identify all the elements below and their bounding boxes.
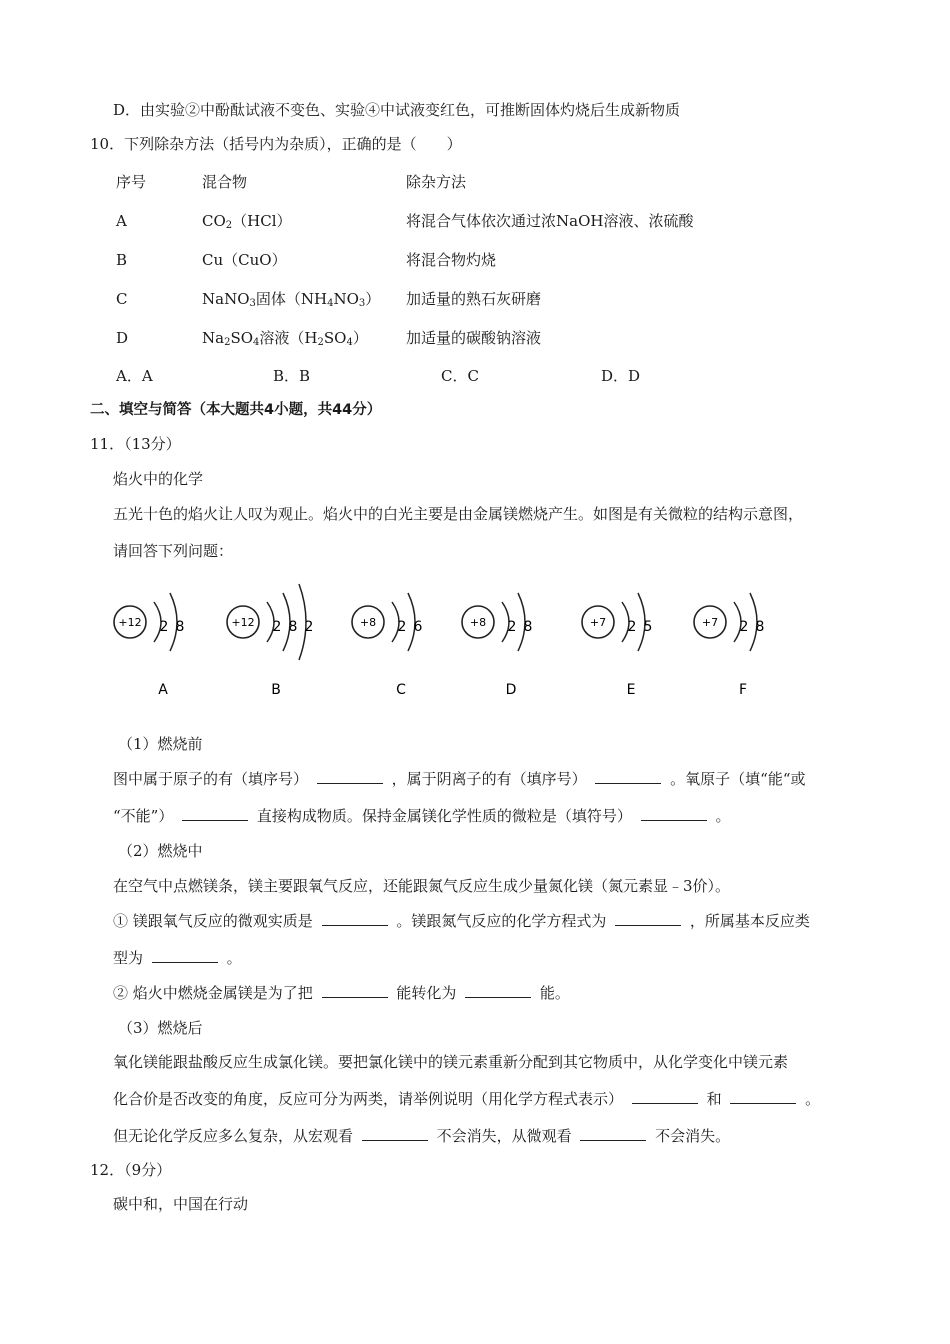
q11-part3-title: （3）燃烧后 (118, 1019, 203, 1037)
nucleus-charge: +8 (469, 616, 487, 629)
atom-label: C (396, 682, 406, 698)
atom-diagram (582, 593, 652, 698)
q11-part2-line (113, 983, 570, 1003)
table-row-mixture: Cu（CuO） (202, 251, 287, 269)
atom-structure-diagrams (100, 570, 800, 710)
table-header-mixture: 混合物 (202, 173, 248, 191)
text: “不能”） (113, 807, 174, 825)
electron-count: 5 (643, 619, 653, 635)
atom-label: F (738, 682, 748, 698)
text: ① 镁跟氧气反应的微观实质是 (113, 912, 313, 930)
table-header-index: 序号 (116, 173, 147, 191)
atom-label: E (626, 682, 636, 698)
text: 。 (226, 949, 242, 967)
answer-blank[interactable] (632, 1089, 698, 1104)
nucleus-charge: +8 (359, 616, 377, 629)
answer-blank[interactable] (362, 1126, 428, 1141)
atom-diagram (114, 593, 184, 698)
atom-diagram (462, 593, 532, 698)
answer-blank[interactable] (182, 806, 248, 821)
q11-part1-title: （1）燃烧前 (118, 735, 203, 753)
table-header-method: 除杂方法 (406, 173, 467, 191)
q11-title: 焰火中的化学 (113, 470, 204, 488)
text: 型为 (113, 949, 144, 967)
table-row-method: 将混合气体依次通过浓NaOH溶液、浓硫酸 (406, 212, 694, 230)
text: 不会消失，从微观看 (436, 1127, 572, 1145)
atom-label: A (158, 682, 168, 698)
answer-blank[interactable] (322, 983, 388, 998)
text: ，所属基本反应类 (689, 912, 810, 930)
q11-part3-line (113, 1126, 730, 1146)
q10-option-c: C．C (441, 367, 479, 385)
text: 能转化为 (396, 984, 457, 1002)
table-row-id: D (116, 329, 129, 347)
table-row-id: B (116, 251, 128, 269)
q10-option-a: A．A (116, 367, 153, 385)
electron-count: 2 (304, 619, 314, 635)
nucleus-charge: +12 (118, 616, 142, 629)
table-row-id: A (116, 212, 127, 230)
text: 但无论化学反应多么复杂，从宏观看 (113, 1127, 354, 1145)
answer-blank[interactable] (465, 983, 531, 998)
q9-option-d: D．由实验②中酚酞试液不变色、实验④中试液变红色，可推断固体灼烧后生成新物质 (113, 101, 681, 119)
text: 直接构成物质。保持金属镁化学性质的微粒是（填符号） (256, 807, 632, 825)
q11-part2-title: （2）燃烧中 (118, 842, 203, 860)
atom-diagram (352, 593, 423, 698)
q11-part1-line (113, 806, 731, 826)
text: 不会消失。 (655, 1127, 731, 1145)
nucleus-charge: +7 (589, 616, 607, 629)
section-title: 二、填空与简答（本大题共4小题，共44分） (90, 402, 382, 418)
text: 和 (706, 1090, 722, 1108)
text: ② 焰火中燃烧金属镁是为了把 (113, 984, 313, 1002)
answer-blank[interactable] (317, 769, 383, 784)
table-row-mixture: $Na_2SO_4$溶液$(H_2SO_4)$ (202, 329, 368, 348)
table-row-method: 加适量的熟石灰研磨 (406, 290, 542, 308)
text: 。 (805, 1090, 821, 1108)
q12-header: 12．（9分） (90, 1161, 172, 1179)
electron-count: 2 (507, 619, 517, 635)
answer-blank[interactable] (580, 1126, 646, 1141)
text: 。镁跟氮气反应的化学方程式为 (396, 912, 607, 930)
text: 能。 (539, 984, 570, 1002)
q11-part2-line: 在空气中点燃镁条，镁主要跟氧气反应，还能跟氮气反应生成少量氮化镁（氮元素显﹣3价）。 (113, 877, 731, 895)
atom-diagram (227, 584, 313, 698)
q11-part3-line (113, 1089, 820, 1109)
table-row-mixture: NaNO$_3$固体$(NH_4NO_3)$ (202, 290, 381, 309)
nucleus-charge: +12 (231, 616, 255, 629)
electron-count: 8 (288, 619, 298, 635)
q12-title: 碳中和，中国在行动 (113, 1195, 249, 1213)
text: 图中属于原子的有（填序号） (113, 770, 309, 788)
answer-blank[interactable] (322, 911, 388, 926)
nucleus-charge: +7 (701, 616, 719, 629)
q11-part1-line (113, 769, 806, 789)
atom-diagram (694, 593, 764, 698)
atom-label: D (505, 682, 517, 698)
text: 化合价是否改变的角度，反应可分为两类，请举例说明（用化学方程式表示） (113, 1090, 624, 1108)
q10-stem: 10．下列除杂方法（括号内为杂质），正确的是（ ） (90, 135, 462, 153)
electron-count: 8 (175, 619, 185, 635)
table-row-mixture: $CO_2(HCl)$ (202, 212, 292, 231)
electron-count: 6 (413, 619, 423, 635)
q11-part2-line (113, 911, 810, 931)
q11-part3-line: 氧化镁能跟盐酸反应生成氯化镁。要把氯化镁中的镁元素重新分配到其它物质中，从化学变化中镁元素 (113, 1053, 789, 1071)
q10-option-b: B．B (273, 367, 311, 385)
electron-count: 2 (627, 619, 637, 635)
text: 。氧原子（填“能“或 (670, 770, 806, 788)
electron-count: 2 (739, 619, 749, 635)
table-row-method: 将混合物灼烧 (406, 251, 497, 269)
answer-blank[interactable] (730, 1089, 796, 1104)
electron-count: 2 (159, 619, 169, 635)
text: ，属于阴离子的有（填序号） (391, 770, 587, 788)
electron-count: 8 (755, 619, 765, 635)
q11-header: 11．（13分） (90, 435, 181, 453)
electron-count: 2 (272, 619, 282, 635)
electron-count: 2 (397, 619, 407, 635)
text: 。 (715, 807, 731, 825)
table-row-method: 加适量的碳酸钠溶液 (406, 329, 542, 347)
answer-blank[interactable] (615, 911, 681, 926)
q11-intro: 请回答下列问题： (113, 542, 234, 560)
q11-intro: 五光十色的焰火让人叹为观止。焰火中的白光主要是由金属镁燃烧产生。如图是有关微粒的结构示意图， (113, 505, 804, 523)
atom-label: B (271, 682, 281, 698)
table-row-id: C (116, 290, 128, 308)
answer-blank[interactable] (152, 948, 218, 963)
q10-option-d: D．D (601, 367, 641, 385)
electron-count: 8 (523, 619, 533, 635)
answer-blank[interactable] (595, 769, 661, 784)
q11-part2-line (113, 948, 242, 968)
answer-blank[interactable] (641, 806, 707, 821)
